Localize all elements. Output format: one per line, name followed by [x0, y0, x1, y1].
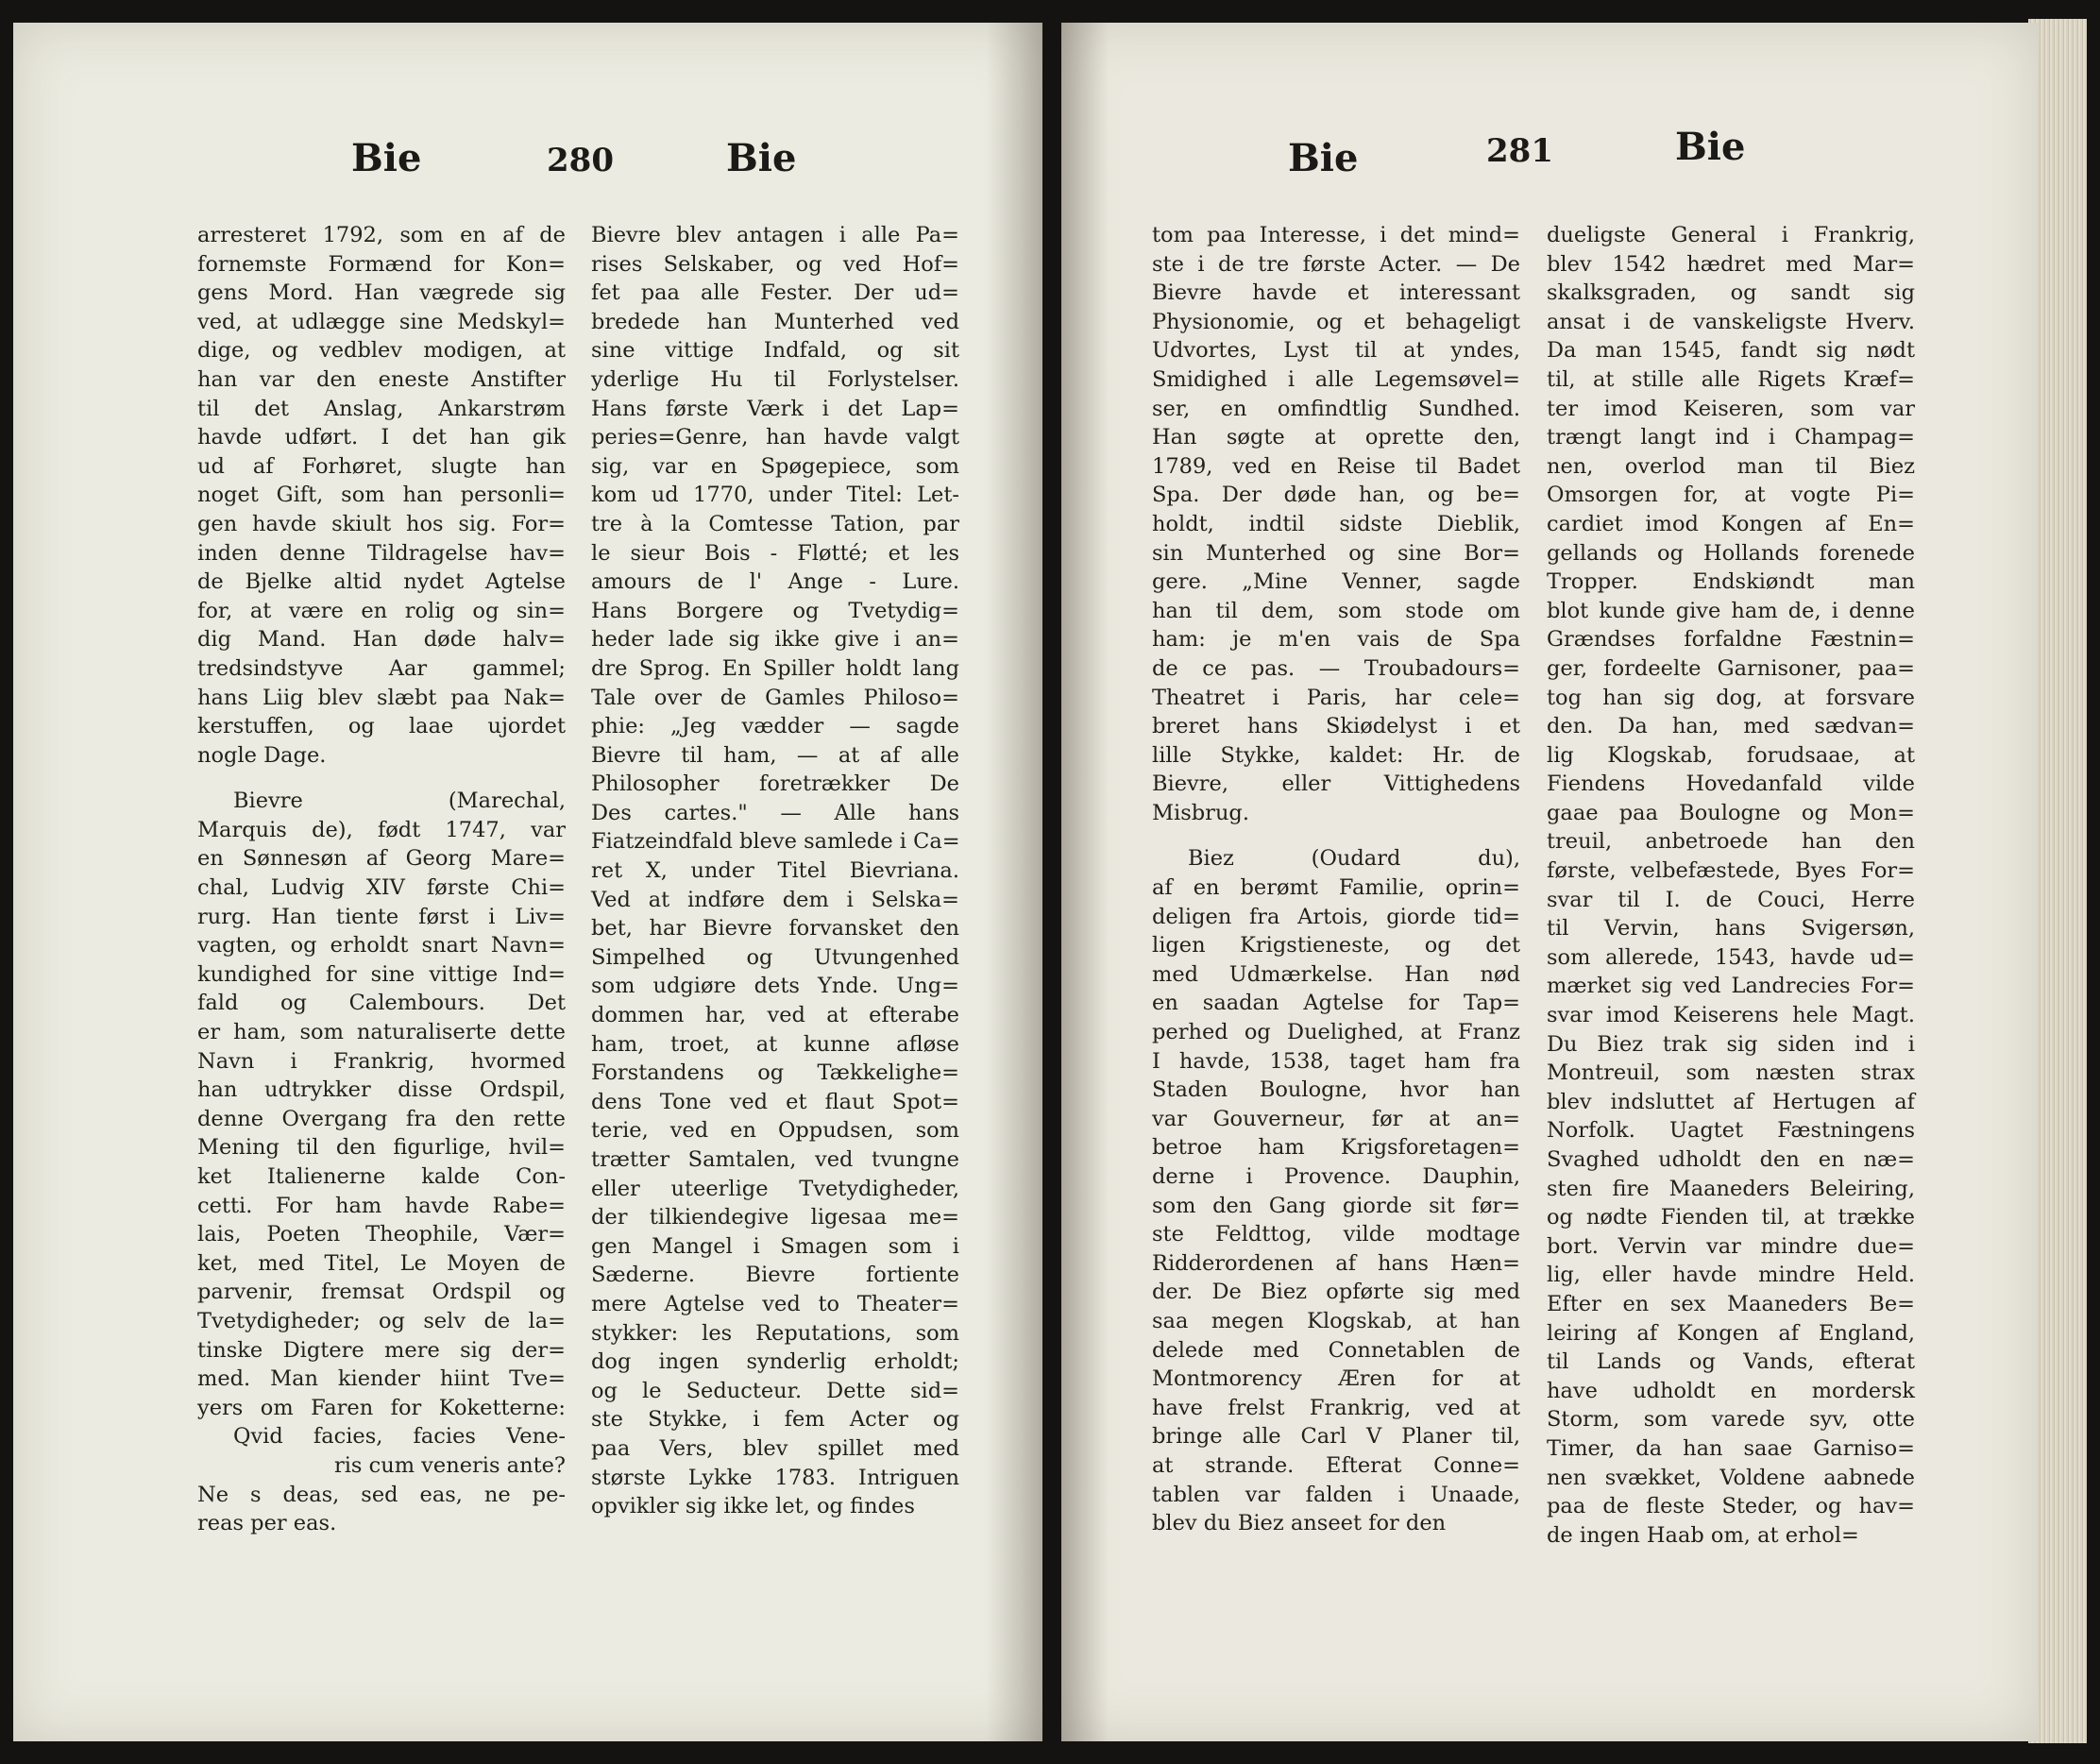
text-line: cardiet imod Kongen af En=: [1547, 511, 1915, 536]
text-line: gen Mangel i Smagen som i: [591, 1233, 959, 1259]
text-line: med. Man kiender hiint Tve=: [197, 1366, 566, 1392]
text-line: blev indsluttet af Hertugen af: [1547, 1089, 1915, 1114]
text-line: Sæderne. Bievre fortiente: [591, 1263, 959, 1288]
text-line: og nødte Fienden til, at trække: [1547, 1205, 1915, 1230]
text-line: ser, en omfindtlig Sundhed.: [1152, 396, 1520, 421]
text-line: gens Mord. Han vægrede sig: [197, 280, 566, 306]
text-line: gaae paa Boulogne og Mon=: [1547, 800, 1915, 825]
text-column-2: [591, 221, 959, 1521]
text-line: Udvortes, Lyst til at yndes,: [1152, 338, 1520, 364]
text-line: ham, troet, at kunne afløse: [591, 1031, 959, 1057]
text-line: tablen var falden i Unaade,: [1152, 1482, 1520, 1507]
text-line: for, at være en rolig og sin=: [197, 598, 566, 623]
text-line: sin Munterhed og sine Bor=: [1152, 540, 1520, 566]
text-line: Tvetydigheder; og selv de la=: [197, 1308, 566, 1333]
text-line: Bievre havde et interessant: [1152, 280, 1520, 306]
text-line: parvenir, fremsat Ordspil og: [197, 1280, 566, 1305]
text-line: lig Klogskab, forudsaae, at: [1547, 742, 1915, 768]
text-line: som den Gang giorde sit før=: [1152, 1193, 1520, 1218]
text-line: stykker: les Reputations, som: [591, 1320, 959, 1346]
text-line: ved, at udlægge sine Medskyl=: [197, 309, 566, 334]
text-line: til Vervin, hans Svigersøn,: [1547, 916, 1915, 941]
text-line: Tale over de Gamles Philoso=: [591, 685, 959, 710]
text-line: yers om Faren for Koketterne:: [197, 1395, 566, 1420]
text-line: og le Seducteur. Dette sid=: [591, 1378, 959, 1403]
text-line: Des cartes." — Alle hans: [591, 800, 959, 825]
text-line: treuil, anbetroede han den: [1547, 829, 1915, 855]
text-line: reas per eas.: [197, 1511, 337, 1536]
text-line: Bievre, eller Vittighedens: [1152, 772, 1520, 797]
text-line: Bievre til ham, — at af alle: [591, 742, 959, 768]
header-right: Bie: [726, 136, 797, 180]
text-line: Storm, som varede syv, otte: [1547, 1407, 1915, 1433]
text-line: Fiendens Hovedanfald vilde: [1547, 772, 1915, 797]
text-line: Theatret i Paris, har cele=: [1152, 685, 1520, 710]
text-line: tre à la Comtesse Tation, par: [591, 511, 959, 536]
text-line: deligen fra Artois, giorde tid=: [1152, 904, 1520, 929]
text-line: som allerede, 1543, havde ud=: [1547, 944, 1915, 970]
text-line: have udholdt en mordersk: [1547, 1378, 1915, 1403]
text-line: Mening til den figurlige, hvil=: [197, 1135, 566, 1161]
text-line: ret X, under Titel Bievriana.: [591, 858, 959, 884]
text-line: Qvid facies, facies Vene-: [233, 1424, 566, 1450]
left-page: [13, 23, 1042, 1741]
text-line: gere. „Mine Venner, sagde: [1152, 569, 1520, 595]
paragraph-gap: [1152, 827, 1520, 844]
text-line: Navn i Frankrig, hvormed: [197, 1048, 566, 1074]
text-line: lig, eller havde mindre Held.: [1547, 1263, 1915, 1288]
text-line: derne i Provence. Dauphin,: [1152, 1164, 1520, 1189]
text-line: Montmorency Æren for at: [1152, 1366, 1520, 1392]
text-line: denne Overgang fra den rette: [197, 1106, 566, 1131]
text-line: Biez (Oudard du),: [1188, 846, 1520, 872]
text-line: vagten, og erholdt snart Navn=: [197, 933, 566, 958]
text-line: Hans Borgere og Tvetydig=: [591, 598, 959, 623]
text-line: paa Vers, blev spillet med: [591, 1435, 959, 1461]
text-line: opvikler sig ikke let, og findes: [591, 1494, 915, 1519]
text-line: have frelst Frankrig, ved at: [1152, 1395, 1520, 1420]
text-line: trængt langt ind i Champag=: [1547, 425, 1915, 450]
text-line: Forstandens og Tækkelighe=: [591, 1060, 959, 1086]
paragraph-gap: [197, 770, 566, 787]
text-line: der. De Biez opførte sig med: [1152, 1280, 1520, 1305]
text-line: dig Mand. Han døde halv=: [197, 627, 566, 653]
text-line: rises Selskaber, og ved Hof=: [591, 251, 959, 277]
text-line: han udtrykker disse Ordspil,: [197, 1077, 566, 1103]
text-line: Simpelhed og Utvungenhed: [591, 944, 959, 970]
text-line: til Lands og Vands, efterat: [1547, 1349, 1915, 1375]
text-line: le sieur Bois - Fløtté; et les: [591, 540, 959, 566]
text-line: dueligste General i Frankrig,: [1547, 223, 1915, 247]
text-line: Svaghed udholdt den en næ=: [1547, 1147, 1915, 1172]
text-line: Hans første Værk i det Lap=: [591, 396, 959, 421]
text-line: blev du Biez anseet for den: [1152, 1511, 1447, 1536]
text-line: I havde, 1538, taget ham fra: [1152, 1048, 1520, 1074]
text-line: betroe ham Krigsforetagen=: [1152, 1135, 1520, 1161]
text-line: de ingen Haab om, at erhol=: [1547, 1522, 1859, 1548]
header-left: Bie: [351, 136, 422, 180]
text-line: chal, Ludvig XIV første Chi=: [197, 875, 566, 901]
text-line: som udgiøre dets Ynde. Ung=: [591, 974, 959, 999]
text-line: sten fire Maaneders Beleiring,: [1547, 1176, 1915, 1201]
text-line: inden denne Tildragelse hav=: [197, 540, 566, 566]
text-line: leiring af Kongen af England,: [1547, 1320, 1915, 1346]
text-line: sig, var en Spøgepiece, som: [591, 453, 959, 479]
text-line: lille Stykke, kaldet: Hr. de: [1152, 742, 1520, 768]
text-line: ste i de tre første Acter. — De: [1152, 251, 1520, 277]
text-line: nen svækket, Voldene aabnede: [1547, 1465, 1915, 1490]
text-line: amours de l' Ange - Lure.: [591, 569, 959, 595]
text-line: bringe alle Carl V Planer til,: [1152, 1424, 1520, 1450]
text-line: største Lykke 1783. Intriguen: [591, 1465, 959, 1490]
text-line: ligen Krigstieneste, og det: [1152, 933, 1520, 958]
text-line: til det Anslag, Ankarstrøm: [197, 396, 566, 421]
text-line: paa de fleste Steder, og hav=: [1547, 1494, 1915, 1519]
text-column-2: [1547, 221, 1915, 1550]
text-line: Ved at indføre dem i Selska=: [591, 887, 959, 912]
text-line: en saadan Agtelse for Tap=: [1152, 991, 1520, 1016]
text-line: en Sønnesøn af Georg Mare=: [197, 846, 566, 872]
text-line: eller uteerlige Tvetydigheder,: [591, 1176, 959, 1201]
text-line: han var den eneste Anstifter: [197, 366, 566, 392]
text-line: ham: je m'en vais de Spa: [1152, 627, 1520, 653]
text-line: 1789, ved en Reise til Badet: [1152, 453, 1520, 479]
text-line: han til dem, som stode om: [1152, 598, 1520, 623]
header-left: Bie: [1288, 136, 1359, 180]
text-line: peries=Genre, han havde valgt: [591, 425, 959, 450]
text-line: bet, har Bievre forvansket den: [591, 916, 959, 941]
page-number: 280: [547, 142, 614, 179]
right-page: [1061, 23, 2038, 1741]
text-line: dommen har, ved at efterabe: [591, 1003, 959, 1028]
text-column-1: [1152, 221, 1520, 1538]
text-line: de Bjelke altid nydet Agtelse: [197, 569, 566, 595]
text-line: Da man 1545, fandt sig nødt: [1547, 338, 1915, 364]
text-line: kundighed for sine vittige Ind=: [197, 961, 566, 987]
text-line: den. Da han, med sædvan=: [1547, 714, 1915, 739]
text-line: dens Tone ved et flaut Spot=: [591, 1089, 959, 1114]
text-line: Bievre (Marechal,: [233, 789, 566, 814]
text-line: ter imod Keiseren, som var: [1547, 396, 1915, 421]
text-line: kerstuffen, og laae ujordet: [197, 714, 566, 739]
text-line: tredsindstyve Aar gammel;: [197, 655, 566, 681]
text-line: dige, og vedblev modigen, at: [197, 338, 566, 364]
text-line: de ce pas. — Troubadours=: [1152, 655, 1520, 681]
text-line: Han søgte at oprette den,: [1152, 425, 1520, 450]
gutter-shadow: [1061, 23, 1109, 1741]
text-line: perhed og Duelighed, at Franz: [1152, 1020, 1520, 1045]
text-line: mærket sig ved Landrecies For=: [1547, 974, 1915, 999]
text-line: nogle Dage.: [197, 742, 327, 768]
text-line: ste Stykke, i fem Acter og: [591, 1407, 959, 1433]
text-line: tom paa Interesse, i det mind=: [1152, 223, 1520, 247]
text-line: til, at stille alle Rigets Kræf=: [1547, 366, 1915, 392]
text-line: gen havde skiult hos sig. For=: [197, 511, 566, 536]
text-line: lais, Poeten Theophile, Vær=: [197, 1222, 566, 1247]
text-line: første, velbefæstede, Byes For=: [1547, 858, 1915, 884]
text-line: breret hans Skiødelyst i et: [1152, 714, 1520, 739]
text-line: ket Italienerne kalde Con-: [197, 1164, 566, 1189]
text-line: ket, med Titel, Le Moyen de: [197, 1250, 566, 1276]
text-line: Norfolk. Uagtet Fæstningens: [1547, 1118, 1915, 1144]
text-line: Omsorgen for, at vogte Pi=: [1547, 483, 1915, 508]
text-line: med Udmærkelse. Han nød: [1152, 961, 1520, 987]
text-line: ste Feldttog, vilde modtage: [1152, 1222, 1520, 1247]
text-line: nen, overlod man til Biez: [1547, 453, 1915, 479]
text-line: ansat i de vanskeligste Hverv.: [1547, 309, 1915, 334]
text-line: Physionomie, og et behageligt: [1152, 309, 1520, 334]
text-column-1: [197, 221, 566, 1538]
text-line: var Gouverneur, før at an=: [1152, 1106, 1520, 1131]
text-line: ud af Forhøret, slugte han: [197, 453, 566, 479]
text-line: delede med Connetablen de: [1152, 1337, 1520, 1363]
text-line: Fiatzeindfald bleve samlede i Ca=: [591, 829, 960, 855]
text-line: holdt, indtil sidste Dieblik,: [1152, 511, 1520, 536]
text-line: blot kunde give ham de, i denne: [1547, 598, 1915, 623]
text-line: skalksgraden, og sandt sig: [1547, 280, 1915, 306]
text-line: dre Sprog. En Spiller holdt lang: [591, 655, 959, 681]
text-line: Misbrug.: [1152, 800, 1249, 825]
text-line: havde udført. I det han gik: [197, 425, 566, 450]
text-line: mere Agtelse ved to Theater=: [591, 1291, 959, 1316]
text-line: af en berømt Familie, oprin=: [1152, 875, 1520, 901]
text-line: bort. Vervin var mindre due=: [1547, 1233, 1915, 1259]
text-line: Ridderordenen af hans Hæn=: [1152, 1250, 1520, 1276]
text-line: kom ud 1770, under Titel: Let-: [591, 483, 959, 508]
page-number: 281: [1486, 132, 1553, 170]
text-line: yderlige Hu til Forlystelser.: [591, 366, 959, 392]
text-line: phie: „Jeg vædder — sagde: [591, 714, 959, 739]
text-line: trætter Samtalen, ved tvungne: [591, 1147, 959, 1172]
text-line: Philosopher foretrækker De: [591, 772, 959, 797]
text-line: svar imod Keiserens hele Magt.: [1547, 1003, 1915, 1028]
text-line: saa megen Klogskab, at han: [1152, 1308, 1520, 1333]
text-line: heder lade sig ikke give i an=: [591, 627, 959, 653]
text-line: fald og Calembours. Det: [197, 991, 566, 1016]
text-line: cetti. For ham havde Rabe=: [197, 1193, 566, 1218]
text-line: gellands og Hollands forenede: [1547, 540, 1915, 566]
text-line: noget Gift, som han personli=: [197, 483, 566, 508]
text-line: der tilkiendegive ligesaa me=: [591, 1205, 959, 1230]
text-line: at strande. Efterat Conne=: [1152, 1452, 1520, 1478]
text-line: tinske Digtere mere sig der=: [197, 1337, 566, 1363]
text-line: rurg. Han tiente først i Liv=: [197, 904, 566, 929]
text-line: sine vittige Indfald, og sit: [591, 338, 959, 364]
text-line: ger, fordeelte Garnisoner, paa=: [1547, 655, 1915, 681]
text-line: fet paa alle Fester. Der ud=: [591, 280, 959, 306]
text-line: Efter en sex Maaneders Be=: [1547, 1291, 1915, 1316]
text-line: Grændses forfaldne Fæstnin=: [1547, 627, 1915, 653]
gutter-shadow: [986, 23, 1042, 1741]
text-line: fornemste Formænd for Kon=: [197, 251, 566, 277]
text-line: Tropper. Endskiøndt man: [1547, 569, 1915, 595]
text-line: Staden Boulogne, hvor han: [1152, 1077, 1520, 1103]
text-line: Montreuil, som næsten strax: [1547, 1060, 1915, 1086]
text-line: Du Biez trak sig siden ind i: [1547, 1031, 1915, 1057]
text-line: hans Liig blev slæbt paa Nak=: [197, 685, 566, 710]
text-line: Bievre blev antagen i alle Pa=: [591, 223, 959, 247]
text-line: ris cum veneris ante?: [333, 1452, 566, 1478]
text-line: Ne s deas, sed eas, ne pe-: [197, 1482, 566, 1507]
text-line: er ham, som naturaliserte dette: [197, 1020, 566, 1045]
text-line: bredede han Munterhed ved: [591, 309, 959, 334]
text-line: svar til I. de Couci, Herre: [1547, 887, 1915, 912]
text-line: Smidighed i alle Legemsøvel=: [1152, 366, 1520, 392]
text-line: Marquis de), født 1747, var: [197, 817, 566, 842]
text-line: Timer, da han saae Garniso=: [1547, 1435, 1915, 1461]
header-right: Bie: [1675, 125, 1746, 169]
text-line: arresteret 1792, som en af de: [197, 223, 566, 247]
text-line: blev 1542 hædret med Mar=: [1547, 251, 1915, 277]
text-line: dog ingen synderlig erholdt;: [591, 1349, 959, 1375]
text-line: Spa. Der døde han, og be=: [1152, 483, 1520, 508]
text-line: terie, ved en Oppudsen, som: [591, 1118, 959, 1144]
text-line: tog han sig dog, at forsvare: [1547, 685, 1915, 710]
